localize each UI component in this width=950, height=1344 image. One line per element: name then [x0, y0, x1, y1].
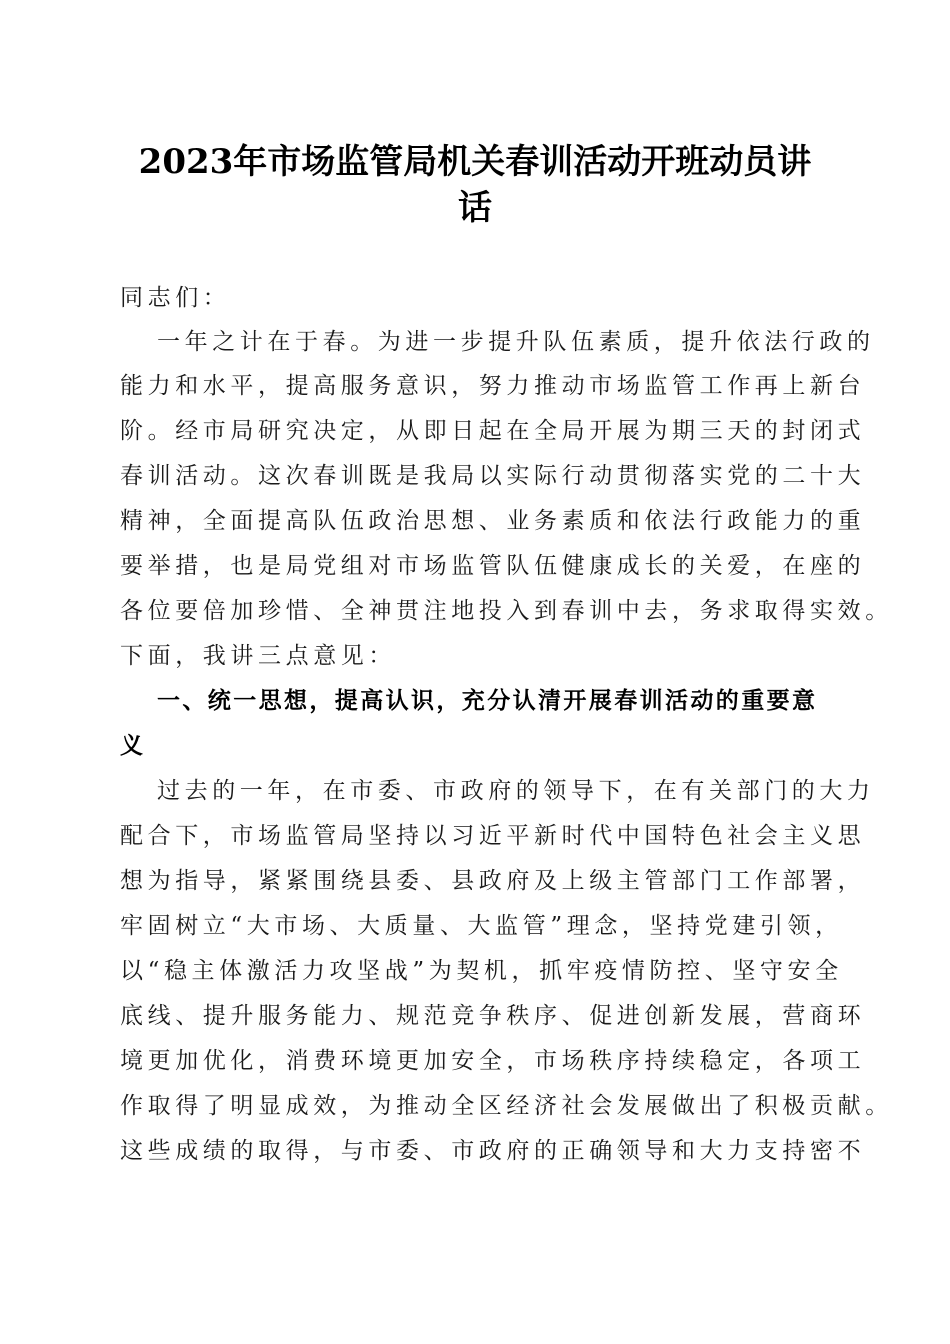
- paragraph-1-line: 要举措，也是局党组对市场监管队伍健康成长的关爱，在座的: [120, 553, 866, 579]
- paragraph-1-line: 各位要倍加珍惜、全神贯注地投入到春训中去，务求取得实效。: [120, 598, 893, 624]
- section-heading-1-line: 义: [120, 733, 146, 759]
- paragraph-1-line: 下面，我讲三点意见：: [120, 643, 396, 669]
- paragraph-2-line: 底线、提升服务能力、规范竞争秩序、促进创新发展，营商环: [120, 1003, 866, 1029]
- paragraph-1-line: 春训活动。这次春训既是我局以实际行动贯彻落实党的二十大: [120, 463, 866, 489]
- document-title-line-2: 话: [458, 188, 492, 228]
- paragraph-2-line: 以“稳主体激活力攻坚战”为契机，抓牢疫情防控、坚守安全: [120, 958, 843, 984]
- paragraph-2-line: 过去的一年，在市委、市政府的领导下，在有关部门的大力: [157, 778, 875, 804]
- document-title-line-1: 2023年市场监管局机关春训活动开班动员讲: [138, 142, 812, 182]
- paragraph-2-line: 想为指导，紧紧围绕县委、县政府及上级主管部门工作部署，: [120, 868, 866, 894]
- paragraph-2-line: 这些成绩的取得，与市委、市政府的正确领导和大力支持密不: [120, 1138, 866, 1164]
- paragraph-1-line: 精神，全面提高队伍政治思想、业务素质和依法行政能力的重: [120, 508, 866, 534]
- paragraph-2-line: 境更加优化，消费环境更加安全，市场秩序持续稳定，各项工: [120, 1048, 866, 1074]
- paragraph-2-line: 作取得了明显成效，为推动全区经济社会发展做出了积极贡献。: [120, 1093, 893, 1119]
- paragraph-1-line: 阶。经市局研究决定，从即日起在全局开展为期三天的封闭式: [120, 418, 866, 444]
- paragraph-1-line: 一年之计在于春。为进一步提升队伍素质，提升依法行政的: [157, 329, 875, 355]
- salutation: 同志们：: [120, 285, 231, 311]
- paragraph-2-line: 配合下，市场监管局坚持以习近平新时代中国特色社会主义思: [120, 823, 866, 849]
- section-heading-1-line: 一、统一思想，提高认识，充分认清开展春训活动的重要意: [157, 688, 818, 714]
- paragraph-1-line: 能力和水平，提高服务意识，努力推动市场监管工作再上新台: [120, 373, 866, 399]
- paragraph-2-line: 牢固树立“大市场、大质量、大监管”理念，坚持党建引领，: [120, 913, 843, 939]
